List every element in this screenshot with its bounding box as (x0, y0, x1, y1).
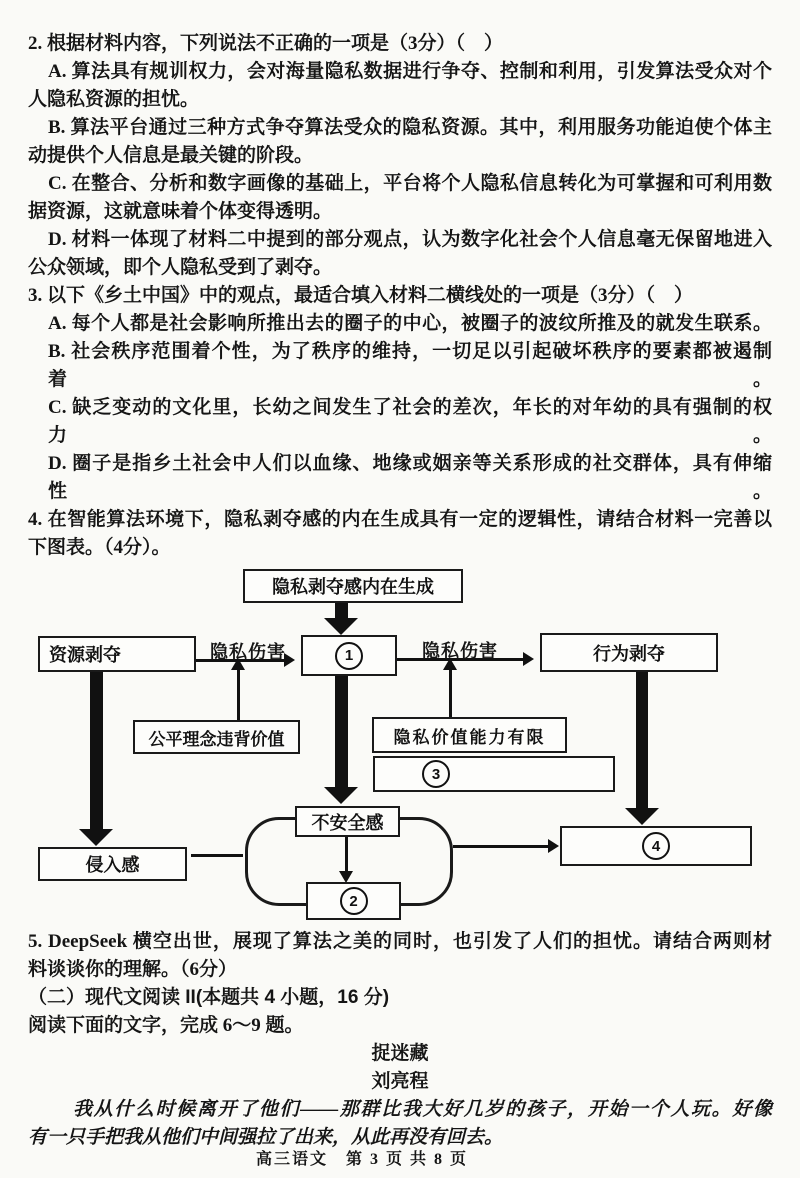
text-line: 人隐私资源的担忧。 (28, 89, 200, 110)
node-intrusion: 侵入感 (38, 847, 187, 881)
text-line: 捉迷藏 (371, 1043, 429, 1064)
circled-number-1: 1 (335, 642, 363, 670)
text-line: D. 材料一体现了材料二中提到的部分观点，认为数字化社会个人信息毫无保留地进入 (48, 229, 772, 250)
text-line: A. 每个人都是社会影响所推出去的圈子的中心，被圈子的波纹所推及的就发生联系。 (48, 313, 772, 334)
node-insecurity: 不安全感 (295, 806, 400, 837)
text-line: C. 缺乏变动的文化里，长幼之间发生了社会的差次，年长的对年幼的具有强制的权力。 (48, 397, 772, 446)
text-line: B. 算法平台通过三种方式争夺算法受众的隐私资源。其中，利用服务功能迫使个体主 (48, 117, 772, 138)
text-line: 5. DeepSeek 横空出世，展现了算法之美的同时，也引发了人们的担忧。请结合两则材 (28, 931, 772, 952)
circled-number-4: 4 (642, 832, 670, 860)
text-line: 2. 根据材料内容，下列说法不正确的一项是（3分）（ ） (28, 33, 504, 54)
text-line: 我从什么时候离开了他们——那群比我大好几岁的孩子，开始一个人玩。好像 (73, 1099, 772, 1120)
text-line: 下图表。（4分）。 (28, 537, 171, 558)
node-privacy-value-limited: 隐私价值能力有限 (372, 717, 567, 753)
text-line: 有一只手把我从他们中间强拉了出来，从此再没有回去。 (28, 1127, 504, 1148)
circled-number-3: 3 (422, 760, 450, 788)
edge-label-privacy-harm-left: 隐私伤害 (210, 642, 286, 662)
circled-number-2: 2 (340, 887, 368, 915)
text-line: 动提供个人信息是最关键的阶段。 (28, 145, 314, 166)
node-blank-4 (560, 826, 752, 866)
question-4-diagram (0, 562, 800, 928)
body-text-top (0, 0, 800, 562)
text-line: B. 社会秩序范围着个性，为了秩序的维持，一切足以引起破坏秩序的要素都被遏制着。 (48, 341, 772, 390)
node-blank-2 (306, 882, 401, 920)
node-resource-deprivation: 资源剥夺 (38, 636, 196, 672)
node-blank-1 (301, 635, 397, 676)
body-text-bottom (0, 928, 800, 1152)
text-line: （二）现代文阅读 II(本题共 4 小题，16 分) (28, 987, 390, 1008)
text-line: 料谈谈你的理解。（6分） (28, 959, 238, 980)
node-privacy-deprivation-generation: 隐私剥夺感内在生成 (243, 569, 463, 603)
text-line: D. 圈子是指乡土社会中人们以血缘、地缘或姻亲等关系形成的社交群体，具有伸缩性。 (48, 453, 772, 502)
text-line: 据资源，这就意味着个体变得透明。 (28, 201, 333, 222)
text-line: 4. 在智能算法环境下，隐私剥夺感的内在生成具有一定的逻辑性，请结合材料一完善以 (28, 509, 772, 530)
text-line: A. 算法具有规训权力，会对海量隐私数据进行争夺、控制和利用，引发算法受众对个 (48, 61, 772, 82)
node-fairness-violates-value: 公平理念违背价值 (133, 720, 300, 754)
text-line: 公众领域，即个人隐私受到了剥夺。 (28, 257, 333, 278)
node-blank-3 (373, 756, 615, 792)
text-line: 3. 以下《乡土中国》中的观点，最适合填入材料二横线处的一项是（3分）（ ） (28, 285, 694, 306)
text-line: C. 在整合、分析和数字画像的基础上，平台将个人隐私信息转化为可掌握和可利用数 (48, 173, 772, 194)
node-behavior-deprivation: 行为剥夺 (540, 633, 718, 672)
edge-label-privacy-harm-right: 隐私伤害 (422, 641, 498, 661)
text-line: 阅读下面的文字，完成 6～9 题。 (28, 1015, 304, 1036)
page-footer: 高三语文 第 3 页 共 8 页 (255, 1151, 468, 1168)
text-line: 刘亮程 (371, 1071, 429, 1092)
